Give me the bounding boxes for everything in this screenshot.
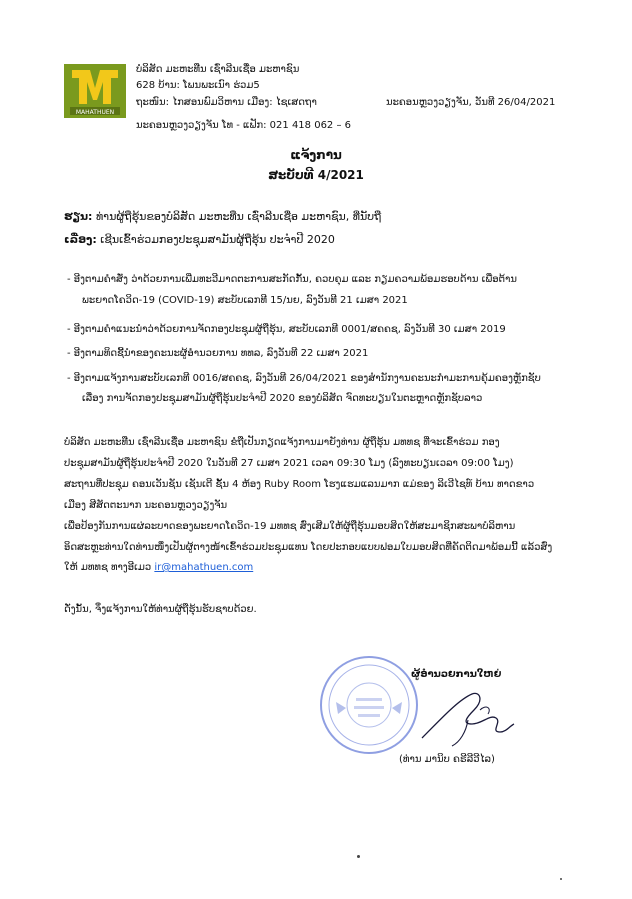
body-paragraph-1-line: ສະຖານທີ່ປະຊຸມ ຄອນເວັນຊັນ ເຊັນເຕີ ຊັ້ນ 4 ຫ້ອງ Ruby Room ໂຮງແຮມແລນມາກ ແມ່ຂອງ ລິເວີໄຊທ໌ ບ້ານ ທາດຂາວ [64,479,535,490]
body-paragraph-1-line: ເມືອງ ສີສັດຕະນາກ ນະຄອນຫຼວງວຽງຈັນ [64,500,228,511]
body-paragraph-1-line: ປະຊຸມສາມັນຜູ້ຖືຮຸ້ນປະຈໍາປີ 2020 ໃນວັນທີ 27 ເມສາ 2021 ເວລາ 09:30 ໂມງ (ລົງທະບຽນເວລາ 09:00 ໂມງ) [64,458,514,469]
scan-speck [560,878,562,880]
reference-item: - ອີງຕາມແຈ້ງການສະບັບເລກທີ 0016/ສຄຄຊ, ລົງວັນທີ 26/04/2021 ຂອງສໍານັກງານຄະນະກໍາມະການຄຸ້ມຄອງຫຼັກຊັບ [67,373,541,384]
recipient-label: ຮຽນ: [64,210,93,223]
company-name: ບໍລິສັດ ມະຫະທືນ ເຊົ່າລີນເຊື່ອ ມະຫາຊົນ [136,64,300,75]
closing-line: ດັ່ງນັ້ນ, ຈຶ່ງແຈ້ງການໃຫ້ທ່ານຜູ້ຖືຮຸ້ນຮັບຊາບດ້ວຍ. [64,604,257,615]
company-seal-stamp [318,654,420,756]
reference-item: - ອີງຕາມທິດຊີ້ນໍາຂອງຄະນະຜູ້ອໍານວຍການ ທທລ, ລົງວັນທີ 22 ເມສາ 2021 [67,348,369,359]
logo-mark-icon [64,64,126,118]
reference-item: - ອີງຕາມຄໍາສັ່ງ ວ່າດ້ວຍການເພີ່ມທະວີມາດຕະການສະກັດກັ້ນ, ຄວບຄຸມ ແລະ ກຽມຄວາມພ້ອມຮອບດ້ານ ເພື່ອຕ້ານ [67,274,517,285]
subject-label: ເລື່ອງ: [64,233,97,246]
reference-item-continued: ເລື່ອງ ການຈັດກອງປະຊຸມສາມັນຜູ້ຖືຮຸ້ນປະຈໍາປີ 2020 ຂອງບໍລິສັດ ຈົດທະບຽນໃນຕະຫຼາດຫຼັກຊັບລາວ [82,393,483,404]
company-logo [64,64,126,118]
body-paragraph-2-line: ເພື່ອປ້ອງກັນການແຜ່ລະບາດຂອງພະຍາດໂຄວິດ-19 ມທທຊ ສົ່ງເສີມໃຫ້ຜູ້ຖືຮຸ້ນມອບສິດໃຫ້ສະມາຊິກສະພາບໍລິຫານ [64,521,516,532]
recipient-line [64,209,381,225]
company-address-1: 628 ບ້ານ: ໂພນພະເນົາ ຮ່ວມ5 [136,80,260,91]
scan-speck [357,855,360,858]
signatory-name: (ທ່ານ ມານິບ ຄຣີລີວີໄລ) [399,754,495,765]
subject-line [64,232,335,248]
document-number: ສະບັບທີ 4/2021 [268,168,364,182]
body-paragraph-2-line [64,561,253,575]
letter-date: ນະຄອນຫຼວງວຽງຈັນ, ວັນທີ 26/04/2021 [386,97,556,108]
recipient-text: ທ່ານຜູ້ຖືຮຸ້ນຂອງບໍລິສັດ ມະຫະທືນ ເຊົ່າລີນເຊື່ອ ມະຫາຊົນ, ທີ່ນັບຖື [95,210,382,223]
document-title: ແຈ້ງການ [290,148,342,162]
logo-brand-text: MAHATHUEN [75,109,115,116]
reference-item-continued: ພະຍາດໂຄວິດ-19 (COVID-19) ສະບັບເລກທີ 15/ນຍ, ລົງວັນທີ 21 ເມສາ 2021 [82,295,408,306]
signatory-role: ຜູ້ອໍານວຍການໃຫຍ່ [411,669,502,680]
email-prefix-text: ໃຫ້ ມທທຊ ທາງອີເມວ [64,562,152,573]
body-paragraph-1-line: ບໍລິສັດ ມະຫະທືນ ເຊົ່າລີນເຊື່ອ ມະຫາຊົນ ຂໍຖືເປັນກຽດແຈ້ງການມາຍັງທ່ານ ຜູ້ຖືຮຸ້ນ ມທທຊ ທີ່ຈະເຂົ້າຮ່ວມ ກອງ [64,437,500,448]
company-address-2: ຖະໜົນ: ໄກສອນພົມວິຫານ ເມືອງ: ໄຊເສດຖາ [136,97,317,108]
email-link[interactable]: ir@mahathuen.com [154,562,254,573]
subject-text: ເຊີນເຂົ້າຮ່ວມກອງປະຊຸມສາມັນຜູ້ຖືຮຸ້ນ ປະຈໍາປີ 2020 [100,233,335,246]
body-paragraph-2-line: ອິດສະຫຼະທ່ານໃດທ່ານໜຶ່ງເປັນຜູ້ຕາງໜ້າເຂົ້າຮ່ວມປະຊຸມແທນ ໂດຍປະກອບແບບຟອມໃບມອບສິດທີ່ຄັດຕິດມາພ້ອມນີ້ ແລ້ວສົ່ງ [64,542,553,553]
company-phone: ນະຄອນຫຼວງວຽງຈັນ ໂທ - ແຟັກ: 021 418 062 – 6 [136,120,352,131]
reference-item: - ອີງຕາມຄໍາແນະນໍາວ່າດ້ວຍການຈັດກອງປະຊຸມຜູ້ຖືຮຸ້ນ, ສະບັບເລກທີ 0001/ສຄຄຊ, ລົງວັນທີ 30 ເມສາ 2019 [67,324,506,335]
handwritten-signature [410,680,520,750]
